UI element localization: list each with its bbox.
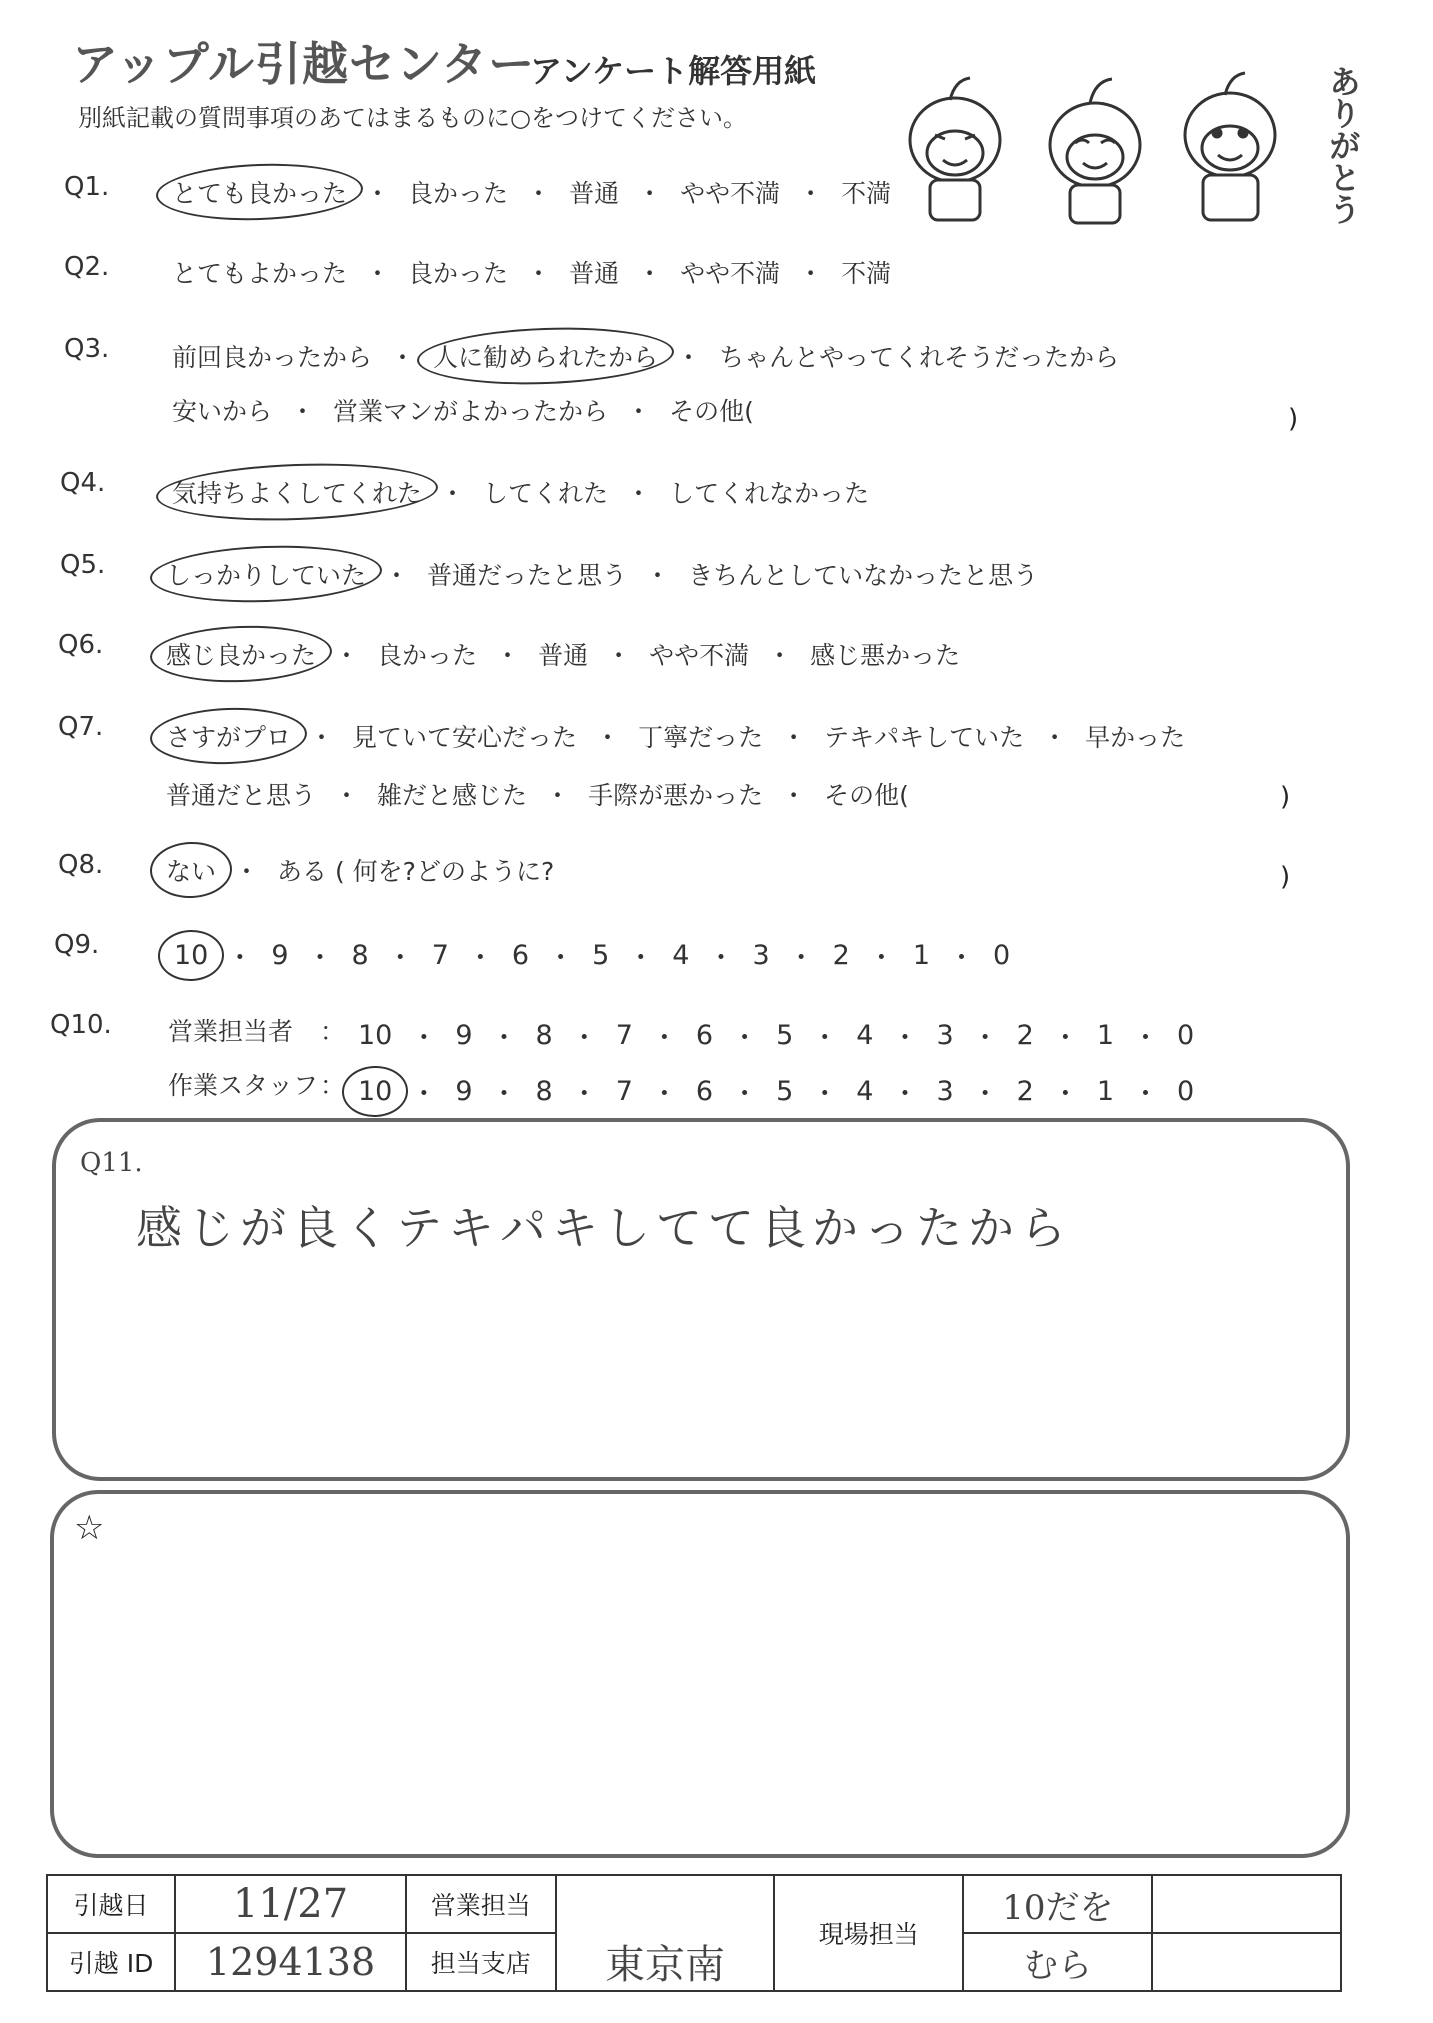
q9-score[interactable]: 5 bbox=[592, 940, 610, 971]
site-staff-1 bbox=[963, 1875, 1152, 1933]
q3-option[interactable]: ちゃんとやってくれそうだったから bbox=[719, 343, 1120, 372]
site-staff-2-text: むら bbox=[1023, 1945, 1092, 1986]
q4-number: Q4. bbox=[60, 468, 106, 498]
q4-option[interactable]: してくれた bbox=[483, 479, 609, 508]
q1-option[interactable]: 不満 bbox=[841, 179, 892, 208]
site-staff-extra-2 bbox=[1152, 1933, 1341, 1991]
q6-number: Q6. bbox=[58, 630, 104, 660]
mascot-illustration bbox=[885, 55, 1335, 225]
star-label: ☆ bbox=[74, 1508, 105, 1548]
q2-option[interactable]: 良かった bbox=[408, 259, 509, 288]
site-staff-extra-1 bbox=[1152, 1875, 1341, 1933]
q6-options: 感じ良かった ・ 良かった ・ 普通 ・ やや不満 ・ 感じ悪かった bbox=[160, 636, 966, 672]
q10-staff-score[interactable]: 7 bbox=[615, 1076, 633, 1107]
q9-score[interactable]: 7 bbox=[431, 940, 449, 971]
q7-option[interactable]: さすがプロ bbox=[160, 718, 297, 754]
q10-sales-score[interactable]: 7 bbox=[615, 1020, 633, 1051]
q3-option[interactable]: 安いから bbox=[172, 397, 273, 426]
monkey-icon bbox=[1185, 73, 1275, 220]
q10-sales-score[interactable]: 9 bbox=[455, 1020, 473, 1051]
q9-score[interactable]: 1 bbox=[912, 940, 931, 971]
move-id-text: 1294138 bbox=[205, 1940, 376, 1984]
q8-number: Q8. bbox=[58, 850, 104, 880]
q7-option-other[interactable]: その他( bbox=[824, 781, 909, 810]
survey-subtitle: アンケート解答用紙 bbox=[530, 52, 817, 90]
q4-options: 気持ちよくしてくれた ・ してくれた ・ してくれなかった bbox=[166, 474, 875, 510]
q7-close-paren: ) bbox=[1280, 782, 1291, 812]
q3-number: Q3. bbox=[64, 334, 110, 364]
q10-staff-score[interactable]: 1 bbox=[1096, 1076, 1115, 1107]
q5-option[interactable]: 普通だったと思う bbox=[427, 561, 628, 590]
monkey-icon bbox=[910, 78, 1000, 220]
site-staff-1-text: 10だを bbox=[1002, 1887, 1114, 1928]
q1-options: とても良かった ・ 良かった ・ 普通 ・ やや不満 ・ 不満 bbox=[166, 174, 897, 210]
q7-option[interactable]: 雑だと感じた bbox=[377, 781, 528, 810]
q10-staff-score[interactable]: 10 bbox=[352, 1076, 398, 1107]
q10-sales-label: 営業担当者 bbox=[168, 1017, 294, 1046]
q8-options: ない ・ ある ( 何を?どのように? bbox=[160, 852, 560, 888]
q10-sales-score[interactable]: 3 bbox=[936, 1020, 954, 1051]
q7-option[interactable]: 早かった bbox=[1085, 723, 1186, 752]
q10-colon: ： bbox=[320, 1071, 346, 1100]
q6-option[interactable]: 感じ良かった bbox=[160, 636, 322, 672]
q7-number: Q7. bbox=[58, 712, 104, 742]
q1-option[interactable]: 普通 bbox=[569, 179, 620, 208]
q10-sales-score[interactable]: 8 bbox=[535, 1020, 553, 1051]
q2-option[interactable]: 不満 bbox=[841, 259, 892, 288]
q4-option[interactable]: 気持ちよくしてくれた bbox=[166, 474, 428, 510]
q6-option[interactable]: 良かった bbox=[377, 641, 478, 670]
q5-options: しっかりしていた ・ 普通だったと思う ・ きちんとしていなかったと思う bbox=[160, 556, 1044, 592]
q9-score[interactable]: 3 bbox=[752, 940, 770, 971]
q5-number: Q5. bbox=[60, 550, 106, 580]
q5-option[interactable]: きちんとしていなかったと思う bbox=[688, 561, 1039, 590]
q7-option[interactable]: 普通だと思う bbox=[166, 781, 317, 810]
q7-option[interactable]: 手際が悪かった bbox=[588, 781, 764, 810]
q2-option[interactable]: とてもよかった bbox=[172, 259, 348, 288]
q7-options: さすがプロ ・ 見ていて安心だった ・ 丁寧だった ・ テキパキしていた ・ 早かった bbox=[160, 718, 1191, 754]
site-staff-2 bbox=[963, 1933, 1152, 1991]
q3-options: 前回良かったから ・ 人に勧められたから ・ ちゃんとやってくれそうだったから bbox=[166, 338, 1125, 374]
q10-staff-score[interactable]: 5 bbox=[776, 1076, 794, 1107]
q3-option[interactable]: 人に勧められたから bbox=[427, 338, 664, 374]
q10-staff-score[interactable]: 9 bbox=[455, 1076, 473, 1107]
q7-options-row2: 普通だと思う ・ 雑だと感じた ・ 手際が悪かった ・ その他( bbox=[160, 776, 915, 812]
q10-sales-score[interactable]: 10 bbox=[358, 1020, 393, 1051]
q6-option[interactable]: やや不満 bbox=[649, 641, 750, 670]
q11-comment-box[interactable] bbox=[52, 1118, 1350, 1481]
instruction-text: 別紙記載の質問事項のあてはまるものに○をつけてください。 bbox=[78, 104, 747, 132]
q1-number: Q1. bbox=[64, 172, 110, 202]
q10-staff-score[interactable]: 8 bbox=[535, 1076, 553, 1107]
q4-option[interactable]: してくれなかった bbox=[669, 479, 870, 508]
move-id-value bbox=[175, 1933, 406, 1991]
q8-option[interactable]: ない bbox=[160, 852, 222, 888]
move-id-label: 引越 ID bbox=[47, 1933, 175, 1991]
q5-option[interactable]: しっかりしていた bbox=[160, 556, 372, 592]
q9-score[interactable]: 4 bbox=[672, 940, 690, 971]
q6-option[interactable]: 感じ悪かった bbox=[810, 641, 961, 670]
q1-option[interactable]: 良かった bbox=[408, 179, 509, 208]
q1-option[interactable]: とても良かった bbox=[166, 174, 353, 210]
q10-number: Q10. bbox=[50, 1010, 112, 1040]
q10-staff-score[interactable]: 2 bbox=[1016, 1076, 1034, 1107]
branch-value bbox=[556, 1875, 775, 1991]
sales-label: 営業担当 bbox=[406, 1875, 556, 1933]
move-info-table bbox=[46, 1874, 1342, 1992]
q6-option[interactable]: 普通 bbox=[538, 641, 589, 670]
q3-option-other[interactable]: その他( bbox=[669, 397, 754, 426]
q10-staff-label: 作業スタッフ bbox=[168, 1071, 319, 1100]
q9-score[interactable]: 10 bbox=[168, 940, 214, 971]
q7-option[interactable]: 見ていて安心だった bbox=[352, 723, 578, 752]
branch-label: 担当支店 bbox=[406, 1933, 556, 1991]
q3-option[interactable]: 前回良かったから bbox=[172, 343, 373, 372]
thanks-text: ありがとう bbox=[1324, 65, 1362, 225]
q11-label: Q11. bbox=[80, 1148, 143, 1178]
q10-sales-score[interactable]: 0 bbox=[1177, 1020, 1195, 1051]
q8-option[interactable]: ある ( 何を?どのように? bbox=[277, 857, 555, 886]
q3-close-paren: ) bbox=[1288, 404, 1299, 434]
q9-score[interactable]: 2 bbox=[832, 940, 850, 971]
q3-options-row2: 安いから ・ 営業マンがよかったから ・ その他( bbox=[166, 392, 760, 428]
q10-staff-score[interactable]: 0 bbox=[1177, 1076, 1195, 1107]
move-date-text: 11/27 bbox=[232, 1881, 349, 1927]
q2-option[interactable]: 普通 bbox=[569, 259, 620, 288]
q2-option[interactable]: やや不満 bbox=[680, 259, 781, 288]
q9-score[interactable]: 9 bbox=[271, 940, 289, 971]
q10-sales-score[interactable]: 2 bbox=[1016, 1020, 1034, 1051]
q8-close-paren: ) bbox=[1280, 862, 1291, 892]
q10-staff-score[interactable]: 4 bbox=[856, 1076, 874, 1107]
q10-colon: ： bbox=[320, 1017, 346, 1046]
free-comment-box[interactable] bbox=[50, 1490, 1350, 1858]
q2-number: Q2. bbox=[64, 252, 110, 282]
q10-staff-score[interactable]: 6 bbox=[695, 1076, 714, 1107]
survey-title: アップル引越センター bbox=[72, 37, 536, 91]
monkey-icon bbox=[1050, 79, 1140, 223]
q1-option[interactable]: やや不満 bbox=[680, 179, 781, 208]
q10-staff-scale: 10 ・ 9 ・ 8 ・ 7 ・ 6 ・ 5 ・ 4 ・ 3 ・ 2 ・ 1 ・ 0 bbox=[352, 1072, 1200, 1111]
q10-sales-score[interactable]: 6 bbox=[695, 1020, 714, 1051]
q7-option[interactable]: テキパキしていた bbox=[824, 723, 1025, 752]
q9-score[interactable]: 6 bbox=[511, 940, 530, 971]
site-label: 現場担当 bbox=[774, 1875, 963, 1991]
q10-staff-score[interactable]: 3 bbox=[936, 1076, 954, 1107]
q3-option[interactable]: 営業マンがよかったから bbox=[333, 397, 609, 426]
q7-option[interactable]: 丁寧だった bbox=[638, 723, 764, 752]
q9-score[interactable]: 8 bbox=[351, 940, 369, 971]
q10-sales-scale: 10 ・ 9 ・ 8 ・ 7 ・ 6 ・ 5 ・ 4 ・ 3 ・ 2 ・ 1 ・ 0 bbox=[352, 1016, 1200, 1055]
q10-sales-score[interactable]: 1 bbox=[1096, 1020, 1115, 1051]
q9-score[interactable]: 0 bbox=[993, 940, 1011, 971]
q10-sales-score[interactable]: 5 bbox=[776, 1020, 794, 1051]
q10-sales-score[interactable]: 4 bbox=[856, 1020, 874, 1051]
move-date-label: 引越日 bbox=[47, 1875, 175, 1933]
q11-answer: 感じが良くテキパキしてて良かったから bbox=[136, 1201, 1072, 1255]
move-date-value bbox=[175, 1875, 406, 1933]
q9-scale: 10 ・ 9 ・ 8 ・ 7 ・ 6 ・ 5 ・ 4 ・ 3 ・ 2 ・ 1 ・ 0 bbox=[168, 936, 1016, 975]
branch-text: 東京南 bbox=[604, 1941, 725, 1988]
q2-options: とてもよかった ・ 良かった ・ 普通 ・ やや不満 ・ 不満 bbox=[166, 254, 897, 290]
q9-number: Q9. bbox=[54, 930, 100, 960]
